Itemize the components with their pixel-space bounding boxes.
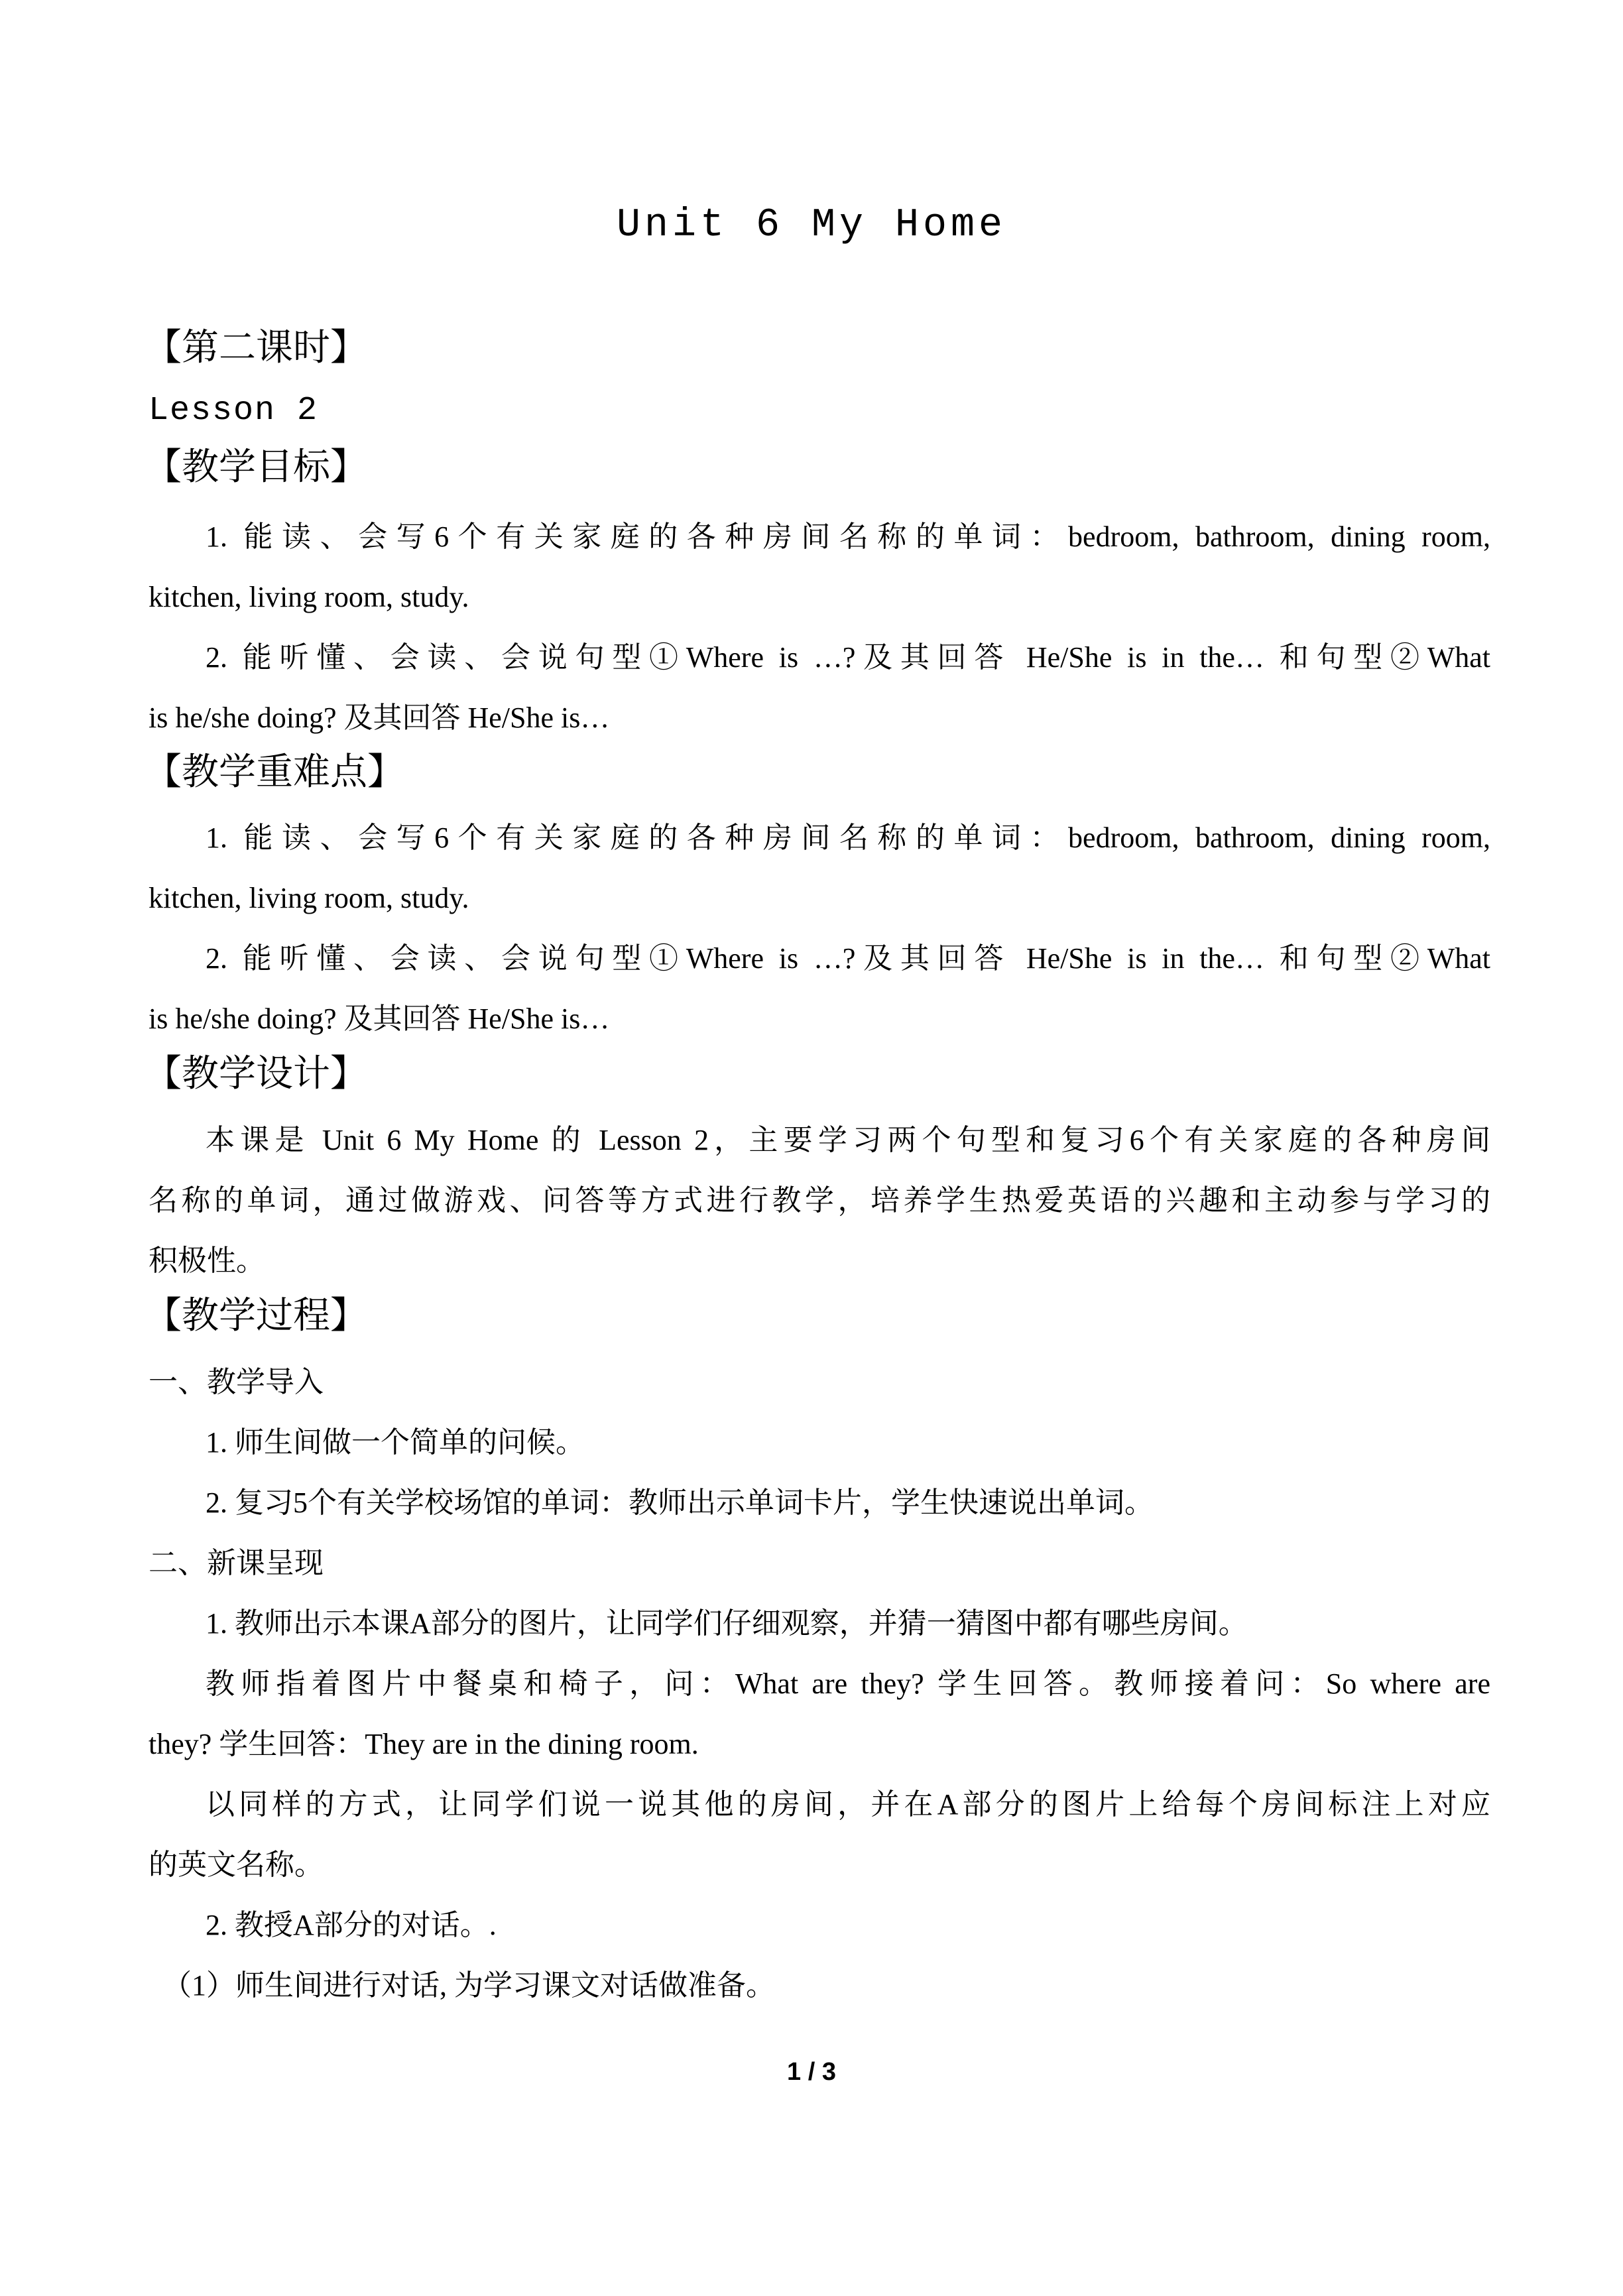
session-heading: 【第二课时】 bbox=[145, 328, 367, 369]
key-point-item-1-line-1: 1. 能读、会写6个有关家庭的各种房间名称的单词：bedroom, bathroom, dining room, bbox=[206, 821, 1490, 854]
process-heading: 【教学过程】 bbox=[145, 1296, 367, 1337]
process-part-1-heading: 一、教学导入 bbox=[149, 1366, 324, 1398]
process-part-2-paragraph-2-line-2: 的英文名称。 bbox=[149, 1848, 324, 1881]
key-point-item-2-line-1: 2. 能听懂、会读、会说句型①Where is …?及其回答 He/She is in the… 和句型②What bbox=[206, 942, 1490, 975]
process-part-2-item-1: 1. 教师出示本课A部分的图片，让同学们仔细观察，并猜一猜图中都有哪些房间。 bbox=[206, 1607, 1248, 1640]
key-point-item-1-line-2: kitchen, living room, study. bbox=[149, 882, 469, 914]
key-points-heading: 【教学重难点】 bbox=[145, 752, 404, 793]
process-part-2-heading: 二、新课呈现 bbox=[149, 1547, 324, 1579]
objective-item-2-line-2: is he/she doing? 及其回答 He/She is… bbox=[149, 701, 610, 734]
design-paragraph-line-1: 本课是 Unit 6 My Home 的 Lesson 2，主要学习两个句型和复习6个有关家庭的各种房间 bbox=[206, 1124, 1490, 1156]
process-part-2-sub-item-1: （1）师生间进行对话, 为学习课文对话做准备。 bbox=[162, 1969, 775, 2002]
objective-item-1-line-2: kitchen, living room, study. bbox=[149, 581, 469, 613]
document-title: Unit 6 My Home bbox=[616, 203, 1007, 248]
process-part-2-paragraph-2-line-1: 以同样的方式，让同学们说一说其他的房间，并在A部分的图片上给每个房间标注上对应 bbox=[206, 1788, 1490, 1821]
key-point-item-2-line-2: is he/she doing? 及其回答 He/She is… bbox=[149, 1002, 610, 1035]
process-part-1-item-2: 2. 复习5个有关学校场馆的单词：教师出示单词卡片，学生快速说出单词。 bbox=[206, 1486, 1154, 1519]
design-heading: 【教学设计】 bbox=[145, 1054, 367, 1095]
process-part-2-paragraph-1-line-2: they? 学生回答：They are in the dining room. bbox=[149, 1728, 699, 1760]
objective-item-2-line-1: 2. 能听懂、会读、会说句型①Where is …?及其回答 He/She is in the… 和句型②What bbox=[206, 641, 1490, 674]
process-part-2-item-2: 2. 教授A部分的对话。. bbox=[206, 1909, 497, 1941]
process-part-1-item-1: 1. 师生间做一个简单的问候。 bbox=[206, 1426, 585, 1459]
design-paragraph-line-2: 名称的单词，通过做游戏、问答等方式进行教学，培养学生热爱英语的兴趣和主动参与学习的 bbox=[149, 1184, 1490, 1217]
design-paragraph-line-3: 积极性。 bbox=[149, 1244, 265, 1277]
objectives-heading: 【教学目标】 bbox=[145, 447, 367, 488]
objective-item-1-line-1: 1. 能读、会写6个有关家庭的各种房间名称的单词：bedroom, bathroom, dining room, bbox=[206, 520, 1490, 553]
page-indicator: 1 / 3 bbox=[787, 2058, 836, 2086]
process-part-2-paragraph-1-line-1: 教师指着图片中餐桌和椅子，问：What are they? 学生回答。教师接着问：So where are bbox=[206, 1667, 1490, 1700]
lesson-label: Lesson 2 bbox=[149, 392, 319, 430]
